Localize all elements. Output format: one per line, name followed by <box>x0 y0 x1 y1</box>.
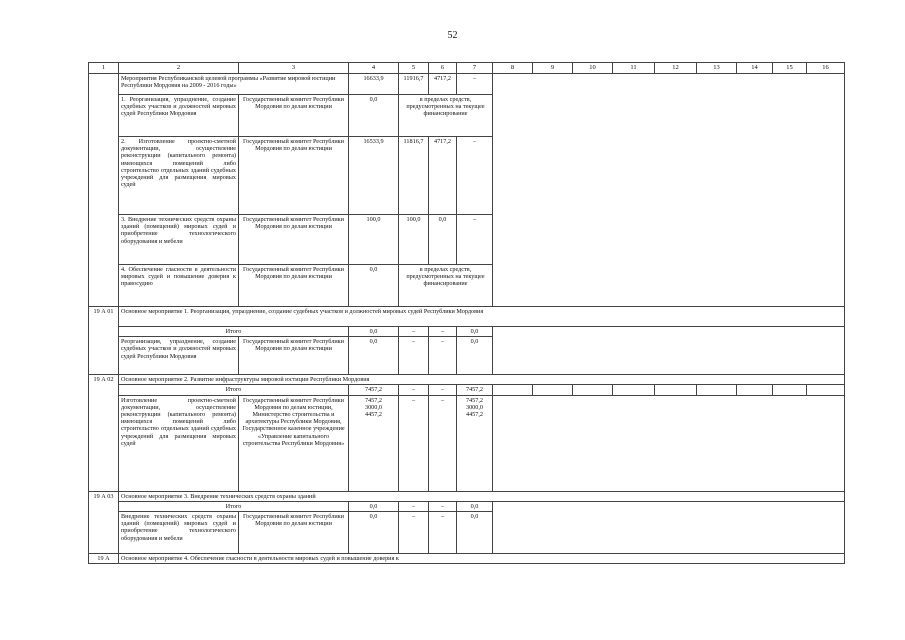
value-line: 7457,2 <box>465 396 483 404</box>
value-cell: 16633,9 <box>349 74 399 95</box>
executor-cell: Государственный комитет Республики Мордовия по делам юстиции <box>239 95 349 137</box>
program-table <box>88 62 845 564</box>
activity-name: 2. Изготовление проектно-сметной документации, осуществление реконструкции (капитального ремонта) имеющихся помещений либо строительство отдельных зданий судебных учреждений для размещения мировых судей <box>119 137 239 215</box>
code-cell: 19 А <box>89 554 119 564</box>
value-cell: 4717,2 <box>429 137 457 215</box>
code-cell: 19 А 02 <box>89 375 119 491</box>
value-cell: – <box>429 337 457 375</box>
empty-cell <box>493 385 533 395</box>
value-cell: 7457,2 <box>457 385 493 395</box>
executor-cell: Государственный комитет Республики Мордовия по делам юстиции <box>239 215 349 265</box>
executor-cell: Государственный комитет Республики Мордовия по делам юстиции <box>239 337 349 375</box>
value-cell: – <box>429 385 457 395</box>
value-cell: 4717,2 <box>429 74 457 95</box>
value-cell: – <box>429 395 457 491</box>
total-label: Итого <box>119 327 349 337</box>
value-cell: – <box>399 385 429 395</box>
value-cell: – <box>399 512 429 554</box>
value-cell: 0,0 <box>349 337 399 375</box>
value-cell: 0,0 <box>349 512 399 554</box>
value-cell: 11916,7 <box>399 74 429 95</box>
table-row <box>89 554 845 564</box>
header-cell: 12 <box>655 63 697 74</box>
table-row <box>89 375 845 385</box>
table-row <box>89 74 845 95</box>
header-cell: 9 <box>533 63 573 74</box>
header-cell: 1 <box>89 63 119 74</box>
value-cell: 0,0 <box>429 215 457 265</box>
empty-cell <box>613 385 655 395</box>
header-cell: 13 <box>697 63 737 74</box>
table-row <box>89 327 845 337</box>
page-number: 52 <box>447 30 458 41</box>
header-cell: 2 <box>119 63 239 74</box>
value-cell: – <box>457 215 493 265</box>
empty-block <box>493 501 845 553</box>
value-line: 3000,0 <box>465 403 483 411</box>
executor-cell: Государственный комитет Республики Мордовия по делам юстиции <box>239 265 349 307</box>
value-cell: 100,0 <box>349 215 399 265</box>
table-row <box>89 395 845 491</box>
value-cell <box>349 395 399 491</box>
value-cell <box>457 395 493 491</box>
measure-title: Основное мероприятие 2. Развитие инфраструктуры мировой юстиции Республики Мордовия <box>119 375 845 385</box>
funding-note: в пределах средств, предусмотренных на текущее финансирование <box>399 95 493 137</box>
value-cell: – <box>429 327 457 337</box>
activity-name: Реорганизация, упразднение, создание судебных участков и должностей мировых судей Республики Мордовия <box>119 337 239 375</box>
value-cell: – <box>399 337 429 375</box>
value-cell: 0,0 <box>349 501 399 511</box>
value-cell: 100,0 <box>399 215 429 265</box>
header-cell: 5 <box>399 63 429 74</box>
value-line: 4457,2 <box>465 411 483 419</box>
value-cell: 0,0 <box>457 501 493 511</box>
header-row <box>89 63 845 74</box>
activity-name: 4. Обеспечение гласности в деятельности мировых судей и повышение доверия к правосудию <box>119 265 239 307</box>
empty-block <box>493 74 845 307</box>
empty-cell <box>773 385 807 395</box>
value-cell: 0,0 <box>349 327 399 337</box>
empty-cell <box>697 385 737 395</box>
value-cell: 0,0 <box>349 95 399 137</box>
total-label: Итого <box>119 385 349 395</box>
empty-cell <box>807 385 845 395</box>
empty-block <box>493 395 845 491</box>
value-cell: – <box>457 74 493 95</box>
activity-name: Внедрение технических средств охраны зданий (помещений) мировых судей и приобретение технологического оборудования и мебели <box>119 512 239 554</box>
measure-title: Основное мероприятие 1. Реорганизация, упразднение, создание судебных участков и должностей мировых судей Республики Мордовия <box>119 307 845 327</box>
empty-cell <box>573 385 613 395</box>
value-cell: 0,0 <box>457 337 493 375</box>
value-line: 4457,2 <box>364 411 382 419</box>
value-cell: 11816,7 <box>399 137 429 215</box>
header-cell: 8 <box>493 63 533 74</box>
value-cell: – <box>399 501 429 511</box>
value-cell: – <box>399 327 429 337</box>
value-cell: – <box>457 137 493 215</box>
empty-cell <box>533 385 573 395</box>
value-cell: 0,0 <box>457 512 493 554</box>
value-cell: – <box>429 501 457 511</box>
empty-block <box>493 327 845 375</box>
funding-note: в пределах средств, предусмотренных на текущее финансирование <box>399 265 493 307</box>
header-cell: 14 <box>737 63 773 74</box>
program-name-cell: Мероприятия Республиканской целевой программы «Развитие мировой юстиции Республики Мордовия на 2009 - 2016 годы» <box>119 74 349 95</box>
executor-cell: Государственный комитет Республики Мордовия по делам юстиции <box>239 137 349 215</box>
activity-name: Изготовление проектно-сметной документации, осуществление реконструкции (капитального ремонта) имеющихся помещений либо строительство отдельных зданий судебных учреждений для размещения мировых судей <box>119 395 239 491</box>
header-cell: 3 <box>239 63 349 74</box>
header-cell: 4 <box>349 63 399 74</box>
table-row <box>89 307 845 327</box>
empty-cell <box>655 385 697 395</box>
value-cell: 0,0 <box>349 265 399 307</box>
executor-cell: Государственный комитет Республики Мордовия по делам юстиции <box>239 512 349 554</box>
value-cell: – <box>399 395 429 491</box>
header-cell: 15 <box>773 63 807 74</box>
value-cell: 16533,9 <box>349 137 399 215</box>
total-label: Итого <box>119 501 349 511</box>
value-cell: 7457,2 <box>349 385 399 395</box>
code-cell <box>89 74 119 307</box>
value-cell: – <box>429 512 457 554</box>
value-line: 3000,0 <box>364 403 382 411</box>
header-cell: 10 <box>573 63 613 74</box>
empty-cell <box>737 385 773 395</box>
table-row <box>89 385 845 395</box>
measure-title: Основное мероприятие 3. Внедрение технических средств охраны зданий <box>119 491 845 501</box>
activity-name: 1. Реорганизация, упразднение, создание судебных участков и должностей мировых судей Республики Мордовия <box>119 95 239 137</box>
header-cell: 11 <box>613 63 655 74</box>
table-row <box>89 491 845 501</box>
code-cell: 19 А 01 <box>89 307 119 375</box>
header-cell: 6 <box>429 63 457 74</box>
table-row <box>89 501 845 511</box>
value-line: 7457,2 <box>364 396 382 404</box>
code-cell: 19 А 03 <box>89 491 119 553</box>
header-cell: 7 <box>457 63 493 74</box>
measure-title: Основное мероприятие 4. Обеспечение гласности в деятельности мировых судей и повышение доверия к <box>119 554 845 564</box>
executor-cell: Государственный комитет Республики Мордовия по делам юстиции, Министерство строительства и архитектуры Республики Мордовия, Государственное казенное учреждение «Управление капитального строительства Республики Мордовия» <box>239 395 349 491</box>
value-cell: 0,0 <box>457 327 493 337</box>
header-cell: 16 <box>807 63 845 74</box>
activity-name: 3. Внедрение технических средств охраны зданий (помещений) мировых судей и приобретение технологического оборудования и мебели <box>119 215 239 265</box>
